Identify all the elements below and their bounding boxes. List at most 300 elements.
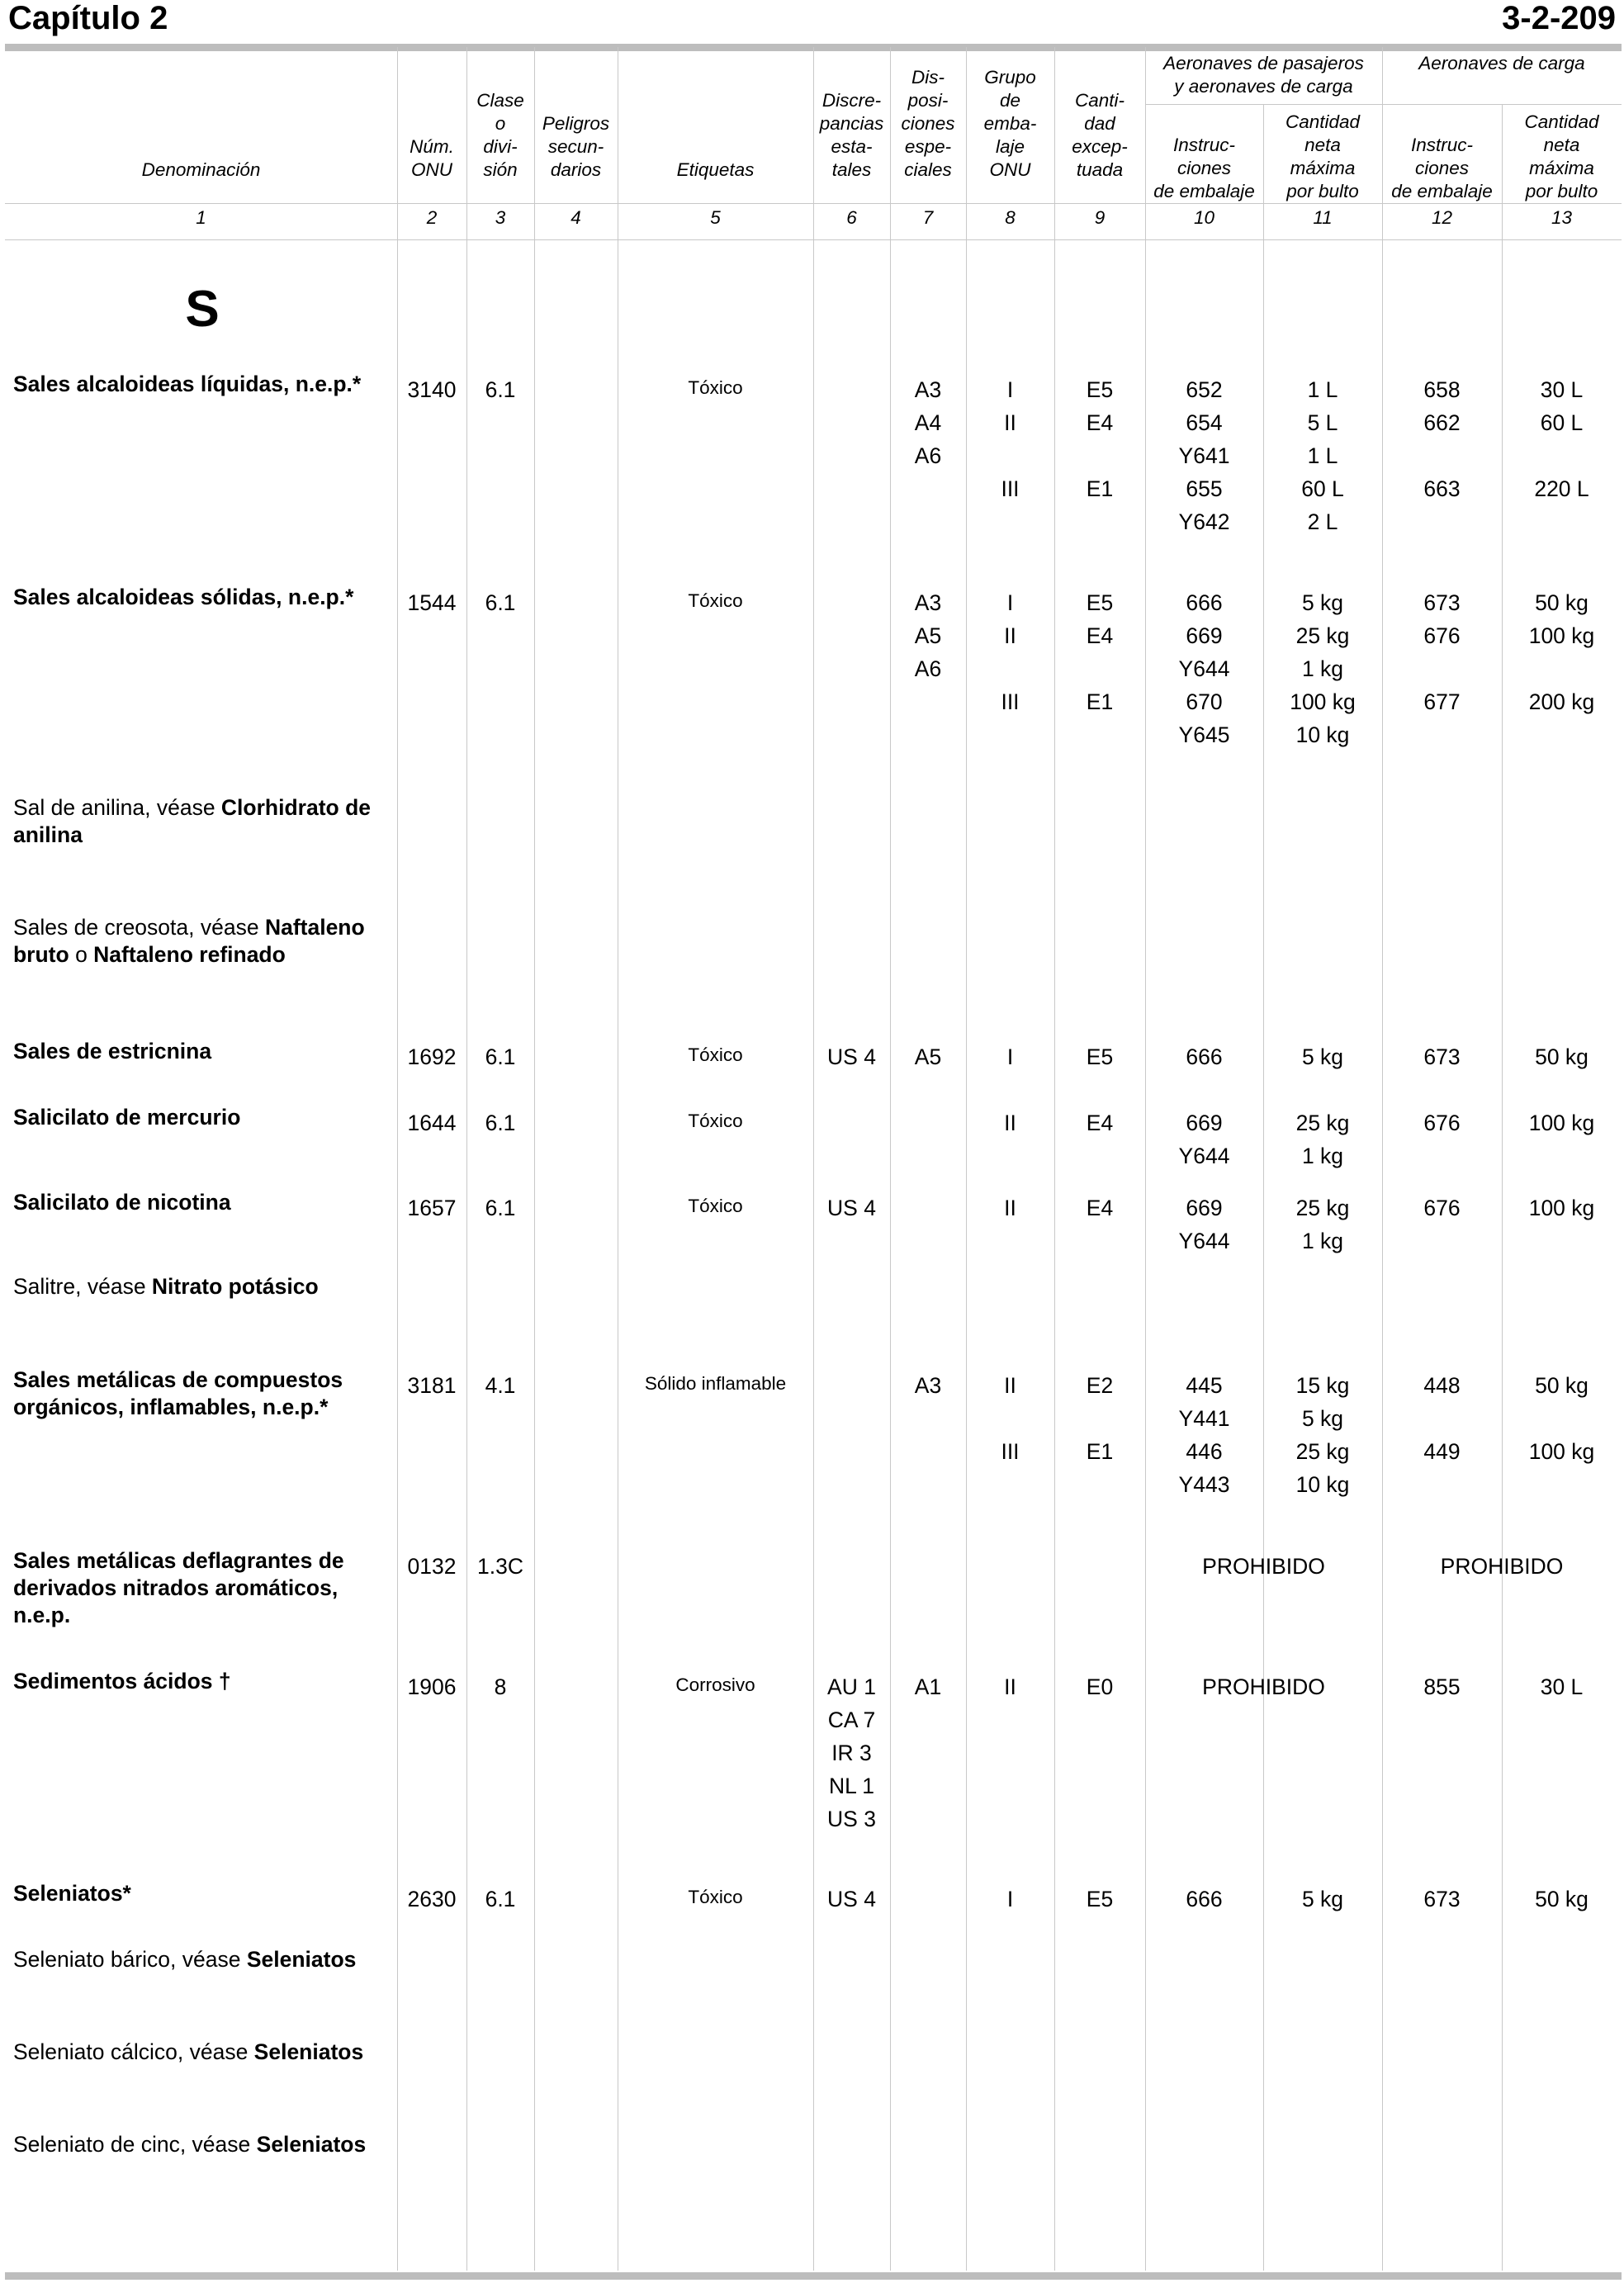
passenger-packing-instruction-line: 669: [1186, 1196, 1223, 1220]
un-number: 3140: [407, 377, 457, 402]
un-number: 1644: [407, 1111, 457, 1135]
un-number: 1657: [407, 1196, 457, 1220]
passenger-packing-instruction-line: Y641: [1178, 443, 1230, 468]
entry-name-bold: Salicilato de nicotina: [13, 1190, 231, 1215]
passenger-packing-instruction: [1145, 1106, 1263, 1172]
entry-name: [13, 2039, 393, 2066]
excepted-quantity: [1054, 1191, 1145, 1224]
excepted-quantity-line: [1054, 439, 1145, 472]
entry-name-bold: Sales alcaloideas sólidas, n.e.p.*: [13, 585, 354, 609]
passenger-packing-instruction-line: 666: [1186, 590, 1223, 615]
header-line: Núm.: [410, 136, 454, 157]
packing-group-line: [966, 1468, 1054, 1501]
cargo-packing-instruction-line: 449: [1423, 1439, 1461, 1464]
state-variation: [813, 1883, 890, 1916]
hazard-label: Tóxico: [688, 1887, 743, 1907]
cargo-packing-instruction-line: [1382, 652, 1502, 685]
column-number: 1: [196, 207, 206, 228]
column-number: 3: [495, 207, 506, 228]
entry-name: [13, 914, 393, 969]
header-line: Clase: [476, 90, 524, 111]
cargo-packing-instruction-line: 448: [1423, 1373, 1461, 1398]
passenger-max-quantity-line: 1 kg: [1301, 1144, 1344, 1168]
passenger-packing-instruction: [1145, 1191, 1263, 1258]
passenger-packing-instruction: [1145, 586, 1263, 751]
hazard-label: Tóxico: [688, 590, 743, 611]
excepted-quantity-line: [1054, 1402, 1145, 1435]
un-number: 1692: [407, 1044, 457, 1069]
passenger-max-quantity-line: 2 L: [1307, 509, 1338, 534]
header-line: por bulto: [1286, 181, 1359, 201]
cargo-max-quantity-line: 100 kg: [1528, 1111, 1595, 1135]
entry-name-bold: Sales alcaloideas líquidas, n.e.p.*: [13, 372, 362, 396]
header-line: divi-: [483, 136, 518, 157]
passenger-packing-instruction-line: 652: [1186, 377, 1223, 402]
excepted-quantity-line: E5: [1086, 1887, 1114, 1911]
col-head-denominacion: Denominación: [141, 159, 261, 180]
column-number: 8: [1005, 207, 1016, 228]
excepted-quantity-line: E1: [1086, 476, 1114, 501]
excepted-quantity-line: E4: [1086, 1196, 1114, 1220]
header-line: emba-: [983, 113, 1037, 134]
packing-group-line: [966, 652, 1054, 685]
passenger-packing-instruction-line: 669: [1186, 623, 1223, 648]
cargo-packing-instruction-line: 663: [1423, 476, 1461, 501]
entry-name-bold: Naftaleno bruto: [13, 915, 365, 967]
packing-group: [966, 586, 1054, 751]
column-number: 4: [571, 207, 581, 228]
passenger-packing-instruction: [1145, 1040, 1263, 1073]
passenger-max-quantity-line: 5 kg: [1301, 1044, 1344, 1069]
entry-name: [13, 584, 393, 611]
cargo-packing-instruction-line: [1382, 718, 1502, 751]
header-line: ONU: [411, 159, 452, 180]
packing-group-line: III: [1001, 1439, 1020, 1464]
passenger-max-quantity-line: 5 L: [1307, 410, 1338, 435]
un-number: 2630: [407, 1887, 457, 1911]
cargo-packing-instruction-line: [1382, 1402, 1502, 1435]
entry-name-bold: Salicilato de mercurio: [13, 1105, 241, 1130]
passenger-max-quantity-line: 25 kg: [1295, 1439, 1350, 1464]
cargo-packing-instruction: [1382, 1670, 1502, 1703]
cargo-max-quantity-line: 60 L: [1540, 410, 1584, 435]
packing-group-line: II: [1004, 1111, 1016, 1135]
cargo-max-quantity-line: 30 L: [1540, 377, 1584, 402]
cargo-packing-instruction-line: [1382, 1468, 1502, 1501]
excepted-quantity: [1054, 1040, 1145, 1073]
header-line: espe-: [904, 136, 952, 157]
cargo-packing-instruction: [1382, 1369, 1502, 1501]
header-line: tuada: [1076, 159, 1124, 180]
excepted-quantity-line: E5: [1086, 377, 1114, 402]
entry-name: [13, 371, 393, 398]
header-line: Grupo: [984, 67, 1036, 88]
cargo-packing-instruction-line: [1382, 505, 1502, 538]
packing-group-line: II: [1004, 410, 1016, 435]
cargo-max-quantity-line: [1502, 718, 1622, 751]
entry-name: [13, 1273, 393, 1300]
hazard-label: Tóxico: [688, 377, 743, 398]
bottom-rule: [5, 2272, 1622, 2280]
header-line: Canti-: [1074, 90, 1125, 111]
passenger-packing-instruction-line: Y644: [1178, 1144, 1230, 1168]
cargo-packing-instruction-line: 673: [1423, 1044, 1461, 1069]
special-provision-line: A3: [914, 377, 942, 402]
cargo-packing-instruction-line: 673: [1423, 590, 1461, 615]
packing-group: [966, 1106, 1054, 1139]
col-head-cantidad-exceptuada: [1054, 50, 1145, 182]
packing-group: [966, 373, 1054, 538]
entry-name: [13, 1547, 393, 1629]
header-line: máxima: [1290, 158, 1356, 178]
passenger-max-quantity-line: 25 kg: [1295, 1111, 1350, 1135]
passenger-packing-instruction-line: Y644: [1178, 656, 1230, 681]
packing-group-line: I: [1006, 1044, 1014, 1069]
col-head-clase: [466, 50, 534, 182]
special-provision-line: A3: [914, 590, 942, 615]
packing-group-line: II: [1004, 1196, 1016, 1220]
hazard-class: 4.1: [485, 1373, 516, 1398]
hazard-class: 6.1: [485, 590, 516, 615]
col-divider: [534, 47, 535, 2271]
cargo-max-quantity-line: 50 kg: [1535, 1373, 1588, 1398]
special-provision-line: A5: [914, 623, 942, 648]
header-line: Aeronaves de pasajeros: [1163, 53, 1364, 73]
header-line: y aeronaves de carga: [1174, 76, 1353, 97]
hazard-label: Tóxico: [688, 1111, 743, 1131]
col-head-grupo: [966, 50, 1054, 182]
passenger-prohibited: PROHIBIDO: [1202, 1674, 1325, 1699]
cargo-packing-instruction-line: 676: [1423, 1196, 1461, 1220]
cargo-max-quantity: [1502, 1670, 1622, 1703]
passenger-max-quantity: [1263, 586, 1382, 751]
packing-group-line: I: [1006, 377, 1014, 402]
entry-name: [13, 2131, 393, 2158]
excepted-quantity-line: E4: [1086, 410, 1114, 435]
excepted-quantity: [1054, 1369, 1145, 1501]
state-variation-line: US 4: [827, 1196, 876, 1220]
header-line: Cantidad: [1285, 111, 1361, 132]
passenger-max-quantity: [1263, 1040, 1382, 1073]
cargo-packing-instruction-line: [1382, 439, 1502, 472]
hazard-label: Tóxico: [688, 1044, 743, 1065]
special-provision: [890, 373, 966, 472]
entry-name-bold: Sales metálicas deflagrantes de derivados nitrados aromáticos, n.e.p.: [13, 1548, 344, 1627]
cargo-max-quantity-line: 50 kg: [1535, 1887, 1588, 1911]
header-line: o: [495, 113, 506, 134]
packing-group: [966, 1191, 1054, 1224]
entry-name-bold: Sales metálicas de compuestos orgánicos, inflamables, n.e.p.*: [13, 1367, 343, 1419]
state-variation-line: US 4: [827, 1044, 876, 1069]
excepted-quantity: [1054, 373, 1145, 538]
cargo-max-quantity-line: 30 L: [1540, 1674, 1584, 1699]
cargo-packing-instruction-line: 677: [1423, 689, 1461, 714]
passenger-prohibited: PROHIBIDO: [1202, 1554, 1325, 1579]
excepted-quantity-line: [1054, 505, 1145, 538]
special-provision: [890, 1670, 966, 1703]
state-variation-line: US 4: [827, 1887, 876, 1911]
special-provision: [890, 1040, 966, 1073]
entry-name-text: o: [69, 942, 94, 967]
col-head-num-onu: [397, 50, 466, 182]
cargo-packing-instruction-line: 855: [1423, 1674, 1461, 1699]
entry-name: [13, 1668, 393, 1695]
col-head-discrepancias: [813, 50, 890, 182]
hazard-class: 6.1: [485, 1887, 516, 1911]
excepted-quantity: [1054, 586, 1145, 751]
excepted-quantity: [1054, 1670, 1145, 1703]
header-line: ciales: [904, 159, 952, 180]
special-provision-line: A3: [914, 1373, 942, 1398]
excepted-quantity: [1054, 1106, 1145, 1139]
cargo-packing-instruction-line: 676: [1423, 623, 1461, 648]
passenger-packing-instruction: [1145, 1883, 1263, 1916]
passenger-max-quantity-line: 1 kg: [1301, 656, 1344, 681]
passenger-max-quantity-line: 1 L: [1307, 377, 1338, 402]
packing-group-line: [966, 439, 1054, 472]
state-variation-line: NL 1: [829, 1774, 874, 1798]
header-line: de embalaje: [1391, 181, 1493, 201]
entry-name: [13, 1946, 393, 1973]
cargo-max-quantity-line: 50 kg: [1535, 590, 1588, 615]
cargo-packing-instruction: [1382, 1040, 1502, 1073]
header-line: Cantidad: [1524, 111, 1599, 132]
header-line: secun-: [547, 136, 604, 157]
hazard-label: Sólido inflamable: [644, 1373, 787, 1394]
entry-name-bold: Seleniatos*: [13, 1881, 131, 1906]
state-variation: [813, 1670, 890, 1835]
special-provision-line: A4: [914, 410, 942, 435]
packing-group-line: [966, 1402, 1054, 1435]
entry-name-bold: Sales de estricnina: [13, 1039, 212, 1063]
col-head-passenger-aircraft: [1145, 50, 1382, 101]
state-variation-line: AU 1: [827, 1674, 876, 1699]
passenger-max-quantity-line: 25 kg: [1295, 623, 1350, 648]
passenger-packing-instruction: [1145, 373, 1263, 538]
packing-group-line: III: [1001, 476, 1020, 501]
cargo-max-quantity: [1502, 586, 1622, 751]
header-line: excep-: [1072, 136, 1128, 157]
passenger-packing-instruction-line: Y645: [1178, 722, 1230, 747]
passenger-packing-instruction-line: 445: [1186, 1373, 1223, 1398]
cargo-max-quantity-line: 200 kg: [1528, 689, 1595, 714]
hazard-class: 6.1: [485, 1196, 516, 1220]
cargo-packing-instruction: [1382, 1883, 1502, 1916]
column-number: 2: [426, 207, 438, 228]
packing-group-line: II: [1004, 1373, 1016, 1398]
un-number: 3181: [407, 1373, 457, 1398]
passenger-max-quantity-line: 5 kg: [1301, 1406, 1344, 1431]
entry-name-bold: Seleniatos: [246, 1947, 357, 1972]
special-provision-line: A6: [914, 656, 942, 681]
cargo-max-quantity: [1502, 1883, 1622, 1916]
special-provision-line: A1: [914, 1674, 942, 1699]
col-head-cargo-aircraft: Aeronaves de carga: [1418, 53, 1585, 73]
passenger-max-quantity: [1263, 1191, 1382, 1258]
hazard-class: 8: [494, 1674, 507, 1699]
excepted-quantity-line: E5: [1086, 1044, 1114, 1069]
special-provision: [890, 586, 966, 685]
cargo-packing-instruction: [1382, 1106, 1502, 1139]
passenger-max-quantity: [1263, 373, 1382, 538]
column-number: 13: [1551, 207, 1573, 228]
passenger-max-quantity: [1263, 1106, 1382, 1172]
state-variation-line: CA 7: [827, 1708, 876, 1732]
cargo-prohibited: PROHIBIDO: [1440, 1554, 1564, 1579]
packing-group-line: I: [1006, 1887, 1014, 1911]
entry-name-bold: Sedimentos ácidos †: [13, 1669, 231, 1693]
state-variation-line: IR 3: [831, 1741, 872, 1765]
passenger-packing-instruction-line: 654: [1186, 410, 1223, 435]
cargo-packing-instruction: [1382, 1191, 1502, 1224]
un-number: 1906: [407, 1674, 457, 1699]
header-line: pancias: [819, 113, 884, 134]
cargo-packing-instruction: [1382, 586, 1502, 751]
passenger-packing-instruction-line: 446: [1186, 1439, 1223, 1464]
column-number: 9: [1094, 207, 1106, 228]
chapter-title: Capítulo 2: [8, 0, 168, 36]
cargo-max-quantity-line: 100 kg: [1528, 1439, 1595, 1464]
excepted-quantity-line: E0: [1086, 1674, 1114, 1699]
passenger-max-quantity-line: 1 kg: [1301, 1229, 1344, 1253]
special-provision-line: A6: [914, 443, 942, 468]
passenger-packing-instruction-line: 666: [1186, 1044, 1223, 1069]
cargo-max-quantity-line: 100 kg: [1528, 623, 1595, 648]
header-line: sión: [483, 159, 518, 180]
header-line: Instruc-: [1172, 135, 1235, 155]
special-provision-line: A5: [914, 1044, 942, 1069]
col-head-instrucciones-cao: [1382, 107, 1502, 203]
passenger-max-quantity-line: 10 kg: [1295, 722, 1350, 747]
column-number: 5: [710, 207, 721, 228]
hazard-class: 1.3C: [477, 1554, 523, 1579]
cargo-max-quantity: [1502, 373, 1622, 538]
cargo-max-quantity-line: 220 L: [1534, 476, 1589, 501]
header-line: ONU: [989, 159, 1031, 180]
entry-name: [13, 1880, 393, 1907]
entry-name-bold: Naftaleno refinado: [93, 942, 286, 967]
passenger-packing-instruction-line: Y642: [1178, 509, 1230, 534]
passenger-max-quantity-line: 25 kg: [1295, 1196, 1350, 1220]
passenger-packing-instruction-line: 669: [1186, 1111, 1223, 1135]
entry-name-bold: Nitrato potásico: [151, 1274, 319, 1299]
excepted-quantity: [1054, 1883, 1145, 1916]
un-number: 0132: [407, 1554, 457, 1579]
passenger-max-quantity-line: 100 kg: [1290, 689, 1356, 714]
aircraft-group-divider: [1145, 104, 1622, 105]
header-line: neta: [1543, 135, 1580, 155]
packing-group: [966, 1670, 1054, 1703]
column-number: 12: [1431, 207, 1453, 228]
header-line: ciones: [901, 113, 955, 134]
col-head-instrucciones-pax: [1145, 107, 1263, 203]
column-number: 10: [1193, 207, 1215, 228]
hazard-label: Tóxico: [688, 1196, 743, 1216]
passenger-max-quantity-line: 1 L: [1307, 443, 1338, 468]
packing-group-line: III: [1001, 689, 1020, 714]
cargo-max-quantity: [1502, 1369, 1622, 1501]
excepted-quantity-line: E4: [1086, 1111, 1114, 1135]
packing-group-line: II: [1004, 1674, 1016, 1699]
header-line: máxima: [1529, 158, 1594, 178]
col-head-cantidad-neta-cao: [1502, 107, 1622, 203]
packing-group: [966, 1040, 1054, 1073]
cargo-max-quantity-line: 50 kg: [1535, 1044, 1588, 1069]
excepted-quantity-line: E4: [1086, 623, 1114, 648]
passenger-packing-instruction: [1145, 1369, 1263, 1501]
packing-group-line: [966, 718, 1054, 751]
header-line: ciones: [1177, 158, 1232, 178]
section-letter: S: [185, 281, 220, 338]
state-variation-line: US 3: [827, 1807, 876, 1831]
cargo-packing-instruction: [1382, 373, 1502, 538]
entry-name-bold: Seleniatos: [253, 2039, 364, 2064]
excepted-quantity-line: [1054, 718, 1145, 751]
packing-group-line: [966, 505, 1054, 538]
header-line: Discre-: [821, 90, 882, 111]
packing-group-line: I: [1006, 590, 1014, 615]
entry-name-bold: Seleniatos: [256, 2132, 367, 2157]
cargo-packing-instruction-line: 662: [1423, 410, 1461, 435]
col-head-peligros: [534, 50, 618, 182]
state-variation: [813, 1040, 890, 1073]
cargo-max-quantity-line: [1502, 652, 1622, 685]
entry-name: [13, 794, 393, 849]
hazard-class: 6.1: [485, 1044, 516, 1069]
entry-name: [13, 1038, 393, 1065]
entry-name-text: Sal de anilina, véase: [13, 795, 221, 820]
passenger-packing-instruction-line: 666: [1186, 1887, 1223, 1911]
header-line: de: [999, 90, 1021, 111]
passenger-max-quantity: [1263, 1369, 1382, 1501]
cargo-max-quantity: [1502, 1191, 1622, 1224]
excepted-quantity-line: E2: [1086, 1373, 1114, 1398]
excepted-quantity-line: [1054, 652, 1145, 685]
entry-name-text: Seleniato de cinc, véase: [13, 2132, 257, 2157]
cargo-max-quantity: [1502, 1040, 1622, 1073]
passenger-max-quantity: [1263, 1883, 1382, 1916]
excepted-quantity-line: E1: [1086, 689, 1114, 714]
passenger-packing-instruction-line: Y441: [1178, 1406, 1230, 1431]
entry-name-text: Seleniato cálcico, véase: [13, 2039, 254, 2064]
excepted-quantity-line: [1054, 1468, 1145, 1501]
col-head-cantidad-neta-pax: [1263, 107, 1382, 203]
passenger-max-quantity-line: 5 kg: [1301, 590, 1344, 615]
hazard-class: 6.1: [485, 377, 516, 402]
entry-name-text: Salitre, véase: [13, 1274, 152, 1299]
header-line: ciones: [1414, 158, 1470, 178]
header-line: laje: [995, 136, 1025, 157]
hazard-class: 6.1: [485, 1111, 516, 1135]
cargo-max-quantity-line: 100 kg: [1528, 1196, 1595, 1220]
cargo-max-quantity: [1502, 1106, 1622, 1139]
cargo-max-quantity-line: [1502, 1402, 1622, 1435]
entry-name-bold: Clorhidrato de anilina: [13, 795, 372, 847]
passenger-max-quantity-line: 10 kg: [1295, 1472, 1350, 1497]
hazard-label: Corrosivo: [675, 1674, 755, 1695]
column-number: 6: [846, 207, 857, 228]
un-number: 1544: [407, 590, 457, 615]
excepted-quantity-line: E5: [1086, 590, 1114, 615]
col-head-etiquetas: Etiquetas: [676, 159, 755, 180]
passenger-max-quantity-line: 5 kg: [1301, 1887, 1344, 1911]
cargo-packing-instruction-line: 673: [1423, 1887, 1461, 1911]
entry-name-text: Sales de creosota, véase: [13, 915, 265, 940]
special-provision: [890, 1369, 966, 1402]
cargo-packing-instruction-line: 658: [1423, 377, 1461, 402]
column-number: 11: [1313, 207, 1333, 228]
packing-group: [966, 1369, 1054, 1501]
